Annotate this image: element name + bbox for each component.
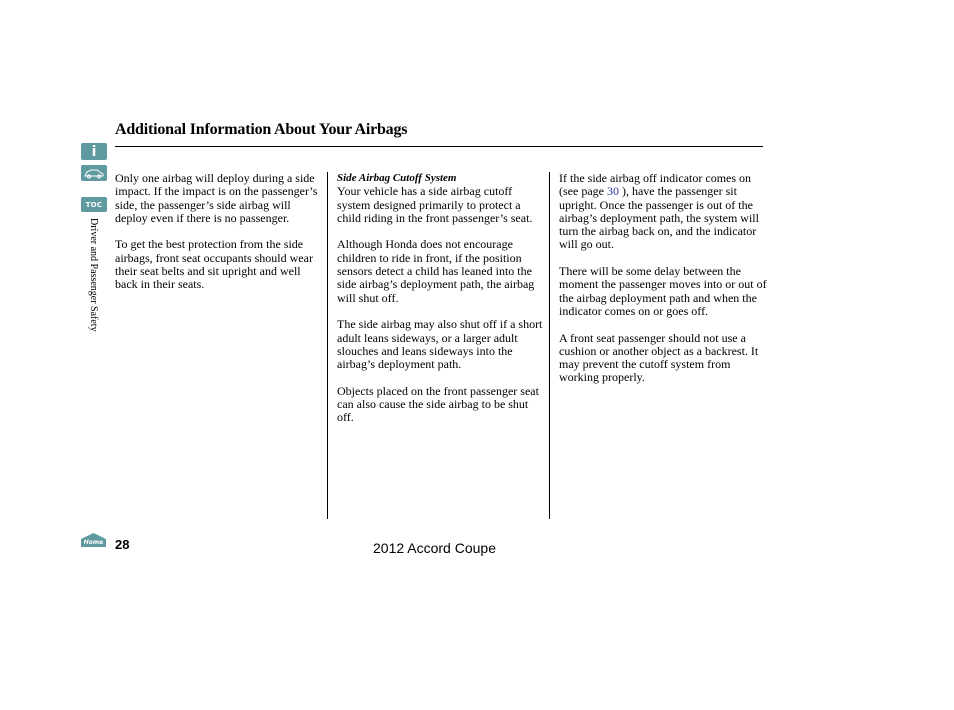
column-3 [559, 172, 769, 398]
section-subheading: Side Airbag Cutoff System [337, 172, 457, 184]
info-icon[interactable]: i [81, 143, 107, 160]
col1-paragraph: To get the best protection from the side airbags, front seat occupants should wear their seat belts and sit upright and well back in their seats. [115, 237, 313, 292]
col3-paragraph: A front seat passenger should not use a cushion or another object as a backrest. It may prevent the cutoff system from working properly. [559, 330, 759, 385]
col3-text: If the side airbag off indicator comes on (see page [559, 171, 752, 199]
col2-paragraph: Although Honda does not encourage children to ride in front, if the position sensors detect a child has leaned into the side airbag’s deployment path, the airbag will shut off. [337, 237, 535, 305]
car-outline-icon [83, 167, 105, 179]
page-title: Additional Information About Your Airbags [115, 121, 408, 138]
column-divider [327, 172, 328, 519]
page-number: 28 [115, 537, 130, 552]
toc-button[interactable]: TOC [81, 197, 107, 212]
car-icon[interactable] [81, 165, 107, 181]
column-divider [549, 172, 550, 519]
col2-paragraph: Objects placed on the front passenger seat can also cause the side airbag to be shut off. [337, 383, 539, 425]
col2-paragraph: The side airbag may also shut off if a short adult leans sideways, or a larger adult slouches and leans sideways into the airbag’s deployment path. [337, 317, 543, 372]
title-divider [115, 146, 763, 147]
col3-paragraph: There will be some delay between the moment the passenger moves into or out of the airbag deployment path and when the indicator comes on or goes off. [559, 264, 767, 318]
document-title: 2012 Accord Coupe [373, 540, 496, 556]
home-label: Home [83, 539, 104, 546]
column-1 [115, 172, 325, 305]
col3-text: ), have the passenger sit upright. Once the passenger is out of the airbag’s deployment path, the system will turn the airbag back on, and the indicator will go out. [559, 184, 759, 252]
home-button[interactable] [80, 532, 107, 548]
column-2 [337, 172, 547, 438]
col2-paragraph: Your vehicle has a side airbag cutoff system designed primarily to protect a child riding in the front passenger’s seat. [337, 184, 533, 225]
section-label: Driver and Passenger Safety [88, 218, 99, 332]
col3-paragraph [559, 172, 769, 252]
page-link[interactable]: 30 [606, 184, 619, 199]
home-icon [80, 532, 107, 548]
col1-paragraph: Only one airbag will deploy during a side impact. If the impact is on the passenger’s side, the passenger’s side airbag will deploy even if there is no passenger. [115, 171, 318, 225]
